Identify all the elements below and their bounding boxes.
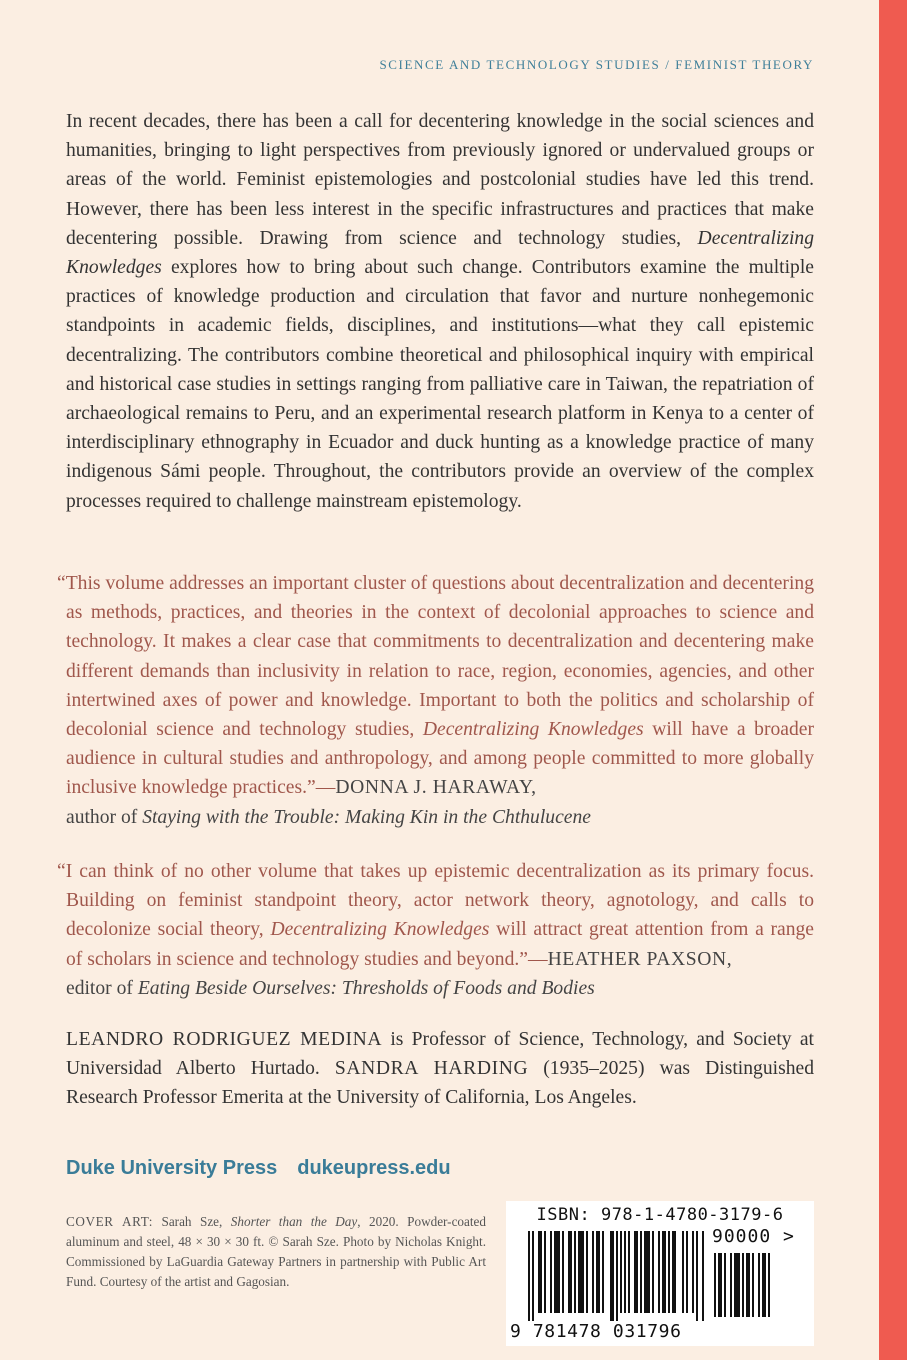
cover-art-credits <box>66 1212 486 1292</box>
blurb2-author: HEATHER PAXSON, <box>547 948 733 970</box>
barcode-bar <box>668 1231 670 1313</box>
author1-name: LEANDRO RODRIGUEZ MEDINA <box>66 1029 383 1050</box>
blurb2-part1: “I can think of no other volume that takes up epistemic decentralization as its primary focus. Building on feminist standpoint theory, actor network theory, agnotology, and calls to decolonize social theory, <box>57 861 814 941</box>
barcode-bar <box>752 1253 754 1317</box>
barcode-bar <box>724 1253 726 1317</box>
barcode-bar <box>742 1253 744 1317</box>
barcode-bar <box>624 1231 626 1313</box>
description-title: Decentralizing Knowledges <box>66 227 814 279</box>
barcode-bar <box>730 1253 732 1317</box>
addon-barcode-bars <box>714 1253 776 1319</box>
blurb-paxson <box>57 857 815 1003</box>
publisher-website: dukeupress.edu <box>297 1157 451 1179</box>
blurb2-title: Decentralizing Knowledges <box>270 919 490 941</box>
barcode-bar <box>658 1231 660 1313</box>
barcode-bar <box>586 1231 588 1313</box>
barcode-bar <box>578 1231 584 1313</box>
barcode-bar <box>640 1231 642 1313</box>
barcode-bar <box>652 1231 654 1313</box>
barcode-bar <box>628 1231 630 1313</box>
barcode-bar <box>734 1253 740 1317</box>
barcode-bar <box>682 1231 684 1313</box>
blurb1-part1: “This volume addresses an important cluster of questions about decentralization and decentering as methods, practices, and theories in the context of decolonial approaches to science and technology. It makes a clear case that commitments to decentralization and decentering make different demands than inclusivity in relation to race, region, economies, agencies, and other intertwined axes of power and knowledge. Important to both the politics and scholarship of decolonial science and technology studies, <box>57 573 814 741</box>
blurb1-author: DONNA J. HARAWAY, <box>335 777 537 799</box>
blurb2-role: editor of <box>66 977 138 999</box>
author2-name: SANDRA HARDING <box>334 1058 529 1080</box>
author2-bio: (1935–2025) was Distinguished Research Professor Emerita at the University of California, Los Angeles. <box>66 1058 814 1109</box>
barcode-bar <box>762 1253 766 1317</box>
description-part2: explores how to bring about such change. Contributors examine the multiple practices of knowledge production and circulation that favor and nurture nonhegemonic standpoints in academic fields, disciplines, and institutions—what they call epistemic decentralizing. The contributors combine theoretical and philosophical inquiry with empirical and historical case studies in settings ranging from palliative care in Taiwan, the repatriation of archaeological remains to Peru, and an experimental research platform in Kenya to a center of interdisciplinary ethnography in Ecuador and duck hunting as a knowledge practice of many indigenous Sámi people. Throughout, the contributors provide an overview of the complex processes required to challenge mainstream epistemology. <box>66 257 814 512</box>
barcode-bar <box>692 1231 694 1313</box>
addon-digits: 90000 > <box>712 1226 795 1247</box>
barcode-bar <box>562 1231 564 1313</box>
barcode-bar <box>538 1231 542 1313</box>
barcode-bar <box>768 1253 770 1317</box>
ean-barcode-bars <box>528 1231 704 1323</box>
barcode-bar <box>672 1231 676 1313</box>
category-header: SCIENCE AND TECHNOLOGY STUDIES / FEMINIST THEORY <box>379 57 814 72</box>
credits-work: Shorter than the Day <box>230 1214 358 1229</box>
author1-bio: is Professor of Science, Technology, and Society at Universidad Alberto Hurtado. <box>66 1029 814 1080</box>
credits-text2: , 2020. Powder-coated aluminum and steel, 48 × 30 × 30 ft. © Sarah Sze. Photo by Nicholas Knight. Commissioned by LaGuardia Gateway Partners in partnership with Public Art Fund. Courtesy of the artist and Gagosian. <box>66 1214 486 1289</box>
publisher-line <box>66 1157 471 1180</box>
barcode-bar <box>718 1253 722 1317</box>
barcode-bar <box>620 1231 622 1313</box>
barcode-bar <box>714 1253 716 1317</box>
barcode-bar <box>544 1231 546 1313</box>
author-bios <box>66 1025 814 1113</box>
barcode-bar <box>702 1231 704 1321</box>
barcode-bar <box>696 1231 698 1321</box>
barcode-bar <box>758 1253 760 1317</box>
barcode-bar <box>574 1231 576 1313</box>
blurb2-part2: will attract great attention from a range of scholars in science and technology studies and beyond.”— <box>66 919 815 970</box>
blurb1-book: Staying with the Trouble: Making Kin in the Chthulucene <box>142 806 591 828</box>
book-description <box>66 107 814 516</box>
barcode-bar <box>610 1231 614 1321</box>
isbn-barcode <box>506 1201 814 1346</box>
credits-text1: Sarah Sze, <box>153 1214 231 1229</box>
barcode-bar <box>644 1231 650 1313</box>
blurb1-part2: will have a broader audience in cultural studies and anthropology, and among people committed to more globally inclusive knowledge practices.”— <box>66 719 815 799</box>
isbn-text: ISBN: 978-1-4780-3179-6 <box>536 1205 784 1225</box>
barcode-bar <box>686 1231 688 1313</box>
barcode-bar <box>528 1231 530 1321</box>
barcode-bar <box>746 1253 750 1317</box>
blurb1-title: Decentralizing Knowledges <box>422 719 644 741</box>
barcode-bar <box>592 1231 594 1313</box>
blurb2-book: Eating Beside Ourselves: Thresholds of Foods and Bodies <box>137 977 595 999</box>
blurb-haraway <box>57 569 815 832</box>
barcode-bar <box>662 1231 666 1313</box>
ean-digits: 9 781478 031796 <box>510 1321 682 1342</box>
barcode-bar <box>550 1231 552 1313</box>
credits-label: COVER ART: <box>66 1214 154 1229</box>
barcode-bar <box>532 1231 534 1321</box>
description-part1: In recent decades, there has been a call for decentering knowledge in the social sciences and humanities, bringing to light perspectives from previously ignored or undervalued groups or areas of the world. Feminist epistemologies and postcolonial studies have led this trend. However, there has been less interest in the specific infrastructures and practices that make decentering possible. Drawing from science and technology studies, <box>66 111 814 249</box>
barcode-bar <box>596 1231 600 1313</box>
barcode-bar <box>554 1231 560 1313</box>
publisher-name: Duke University Press <box>66 1157 278 1179</box>
blurb1-role: author of <box>66 806 143 828</box>
barcode-bar <box>634 1231 638 1313</box>
barcode-bar <box>568 1231 572 1313</box>
barcode-bar <box>616 1231 618 1321</box>
spine-stripe <box>879 0 907 1360</box>
barcode-bar <box>602 1231 604 1313</box>
